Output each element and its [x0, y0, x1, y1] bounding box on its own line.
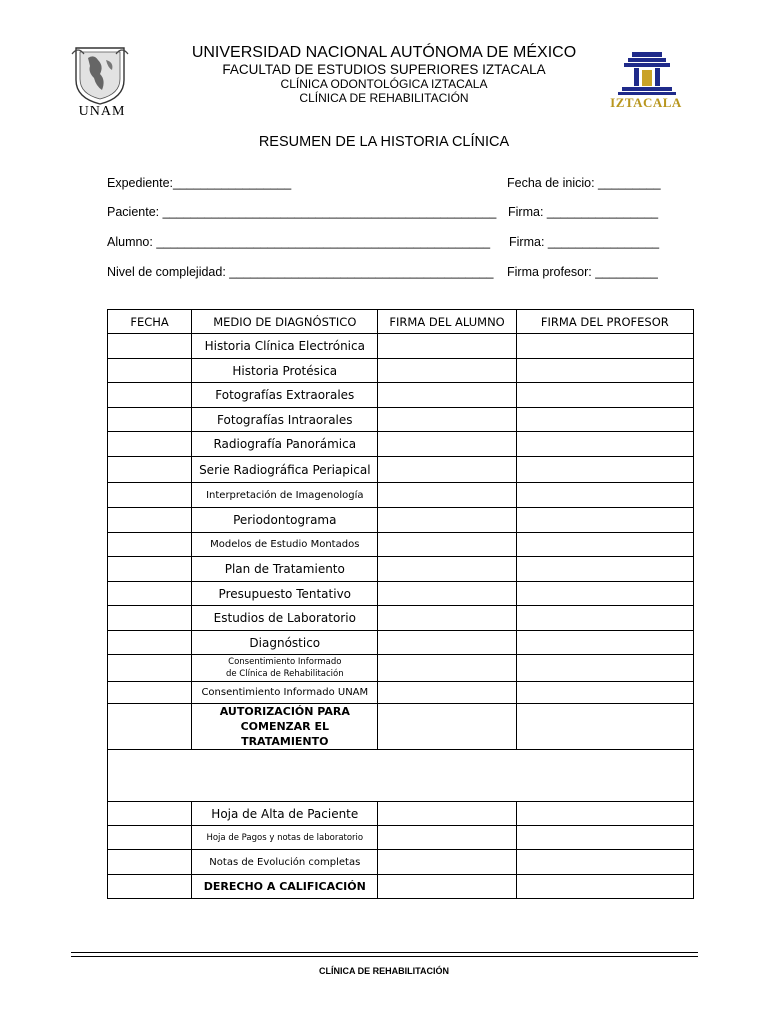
fecha-cell[interactable] — [108, 359, 192, 383]
diagnostic-item: Interpretación de Imagenología — [192, 483, 378, 508]
firma-profesor-cell[interactable] — [516, 334, 693, 359]
clinic-name: CLÍNICA ODONTOLÓGICA IZTACALA — [280, 77, 488, 91]
table-row — [108, 682, 694, 704]
diagnostic-item: Hoja de Pagos y notas de laboratorio — [192, 826, 378, 850]
firma-profesor-cell[interactable] — [516, 557, 693, 582]
paciente-field[interactable]: Paciente: ________________________________________________ — [107, 205, 497, 219]
table-row — [108, 432, 694, 457]
firma-profesor-cell[interactable] — [516, 508, 693, 533]
diagnostic-item: Radiografía Panorámica — [192, 432, 378, 457]
firma-alumno-cell[interactable] — [378, 557, 516, 582]
firma-profesor-cell[interactable] — [516, 483, 693, 508]
firma-profesor-cell[interactable] — [516, 533, 693, 557]
firma-alumno-cell[interactable] — [378, 432, 516, 457]
firma-profesor-cell[interactable] — [516, 826, 693, 850]
table-row — [108, 582, 694, 606]
fecha-cell[interactable] — [108, 875, 192, 899]
firma-alumno-cell[interactable] — [378, 631, 516, 655]
fecha-cell[interactable] — [108, 533, 192, 557]
header-firma-alumno: FIRMA DEL ALUMNO — [378, 310, 516, 334]
table-row — [108, 802, 694, 826]
table-row — [108, 359, 694, 383]
footer-divider — [71, 952, 698, 953]
fecha-cell[interactable] — [108, 582, 192, 606]
diagnostic-item: Presupuesto Tentativo — [192, 582, 378, 606]
firma-alumno-cell[interactable] — [378, 383, 516, 408]
fecha-cell[interactable] — [108, 826, 192, 850]
expediente-field[interactable]: Expediente:_________________ — [107, 176, 292, 190]
diagnostic-item: Periodontograma — [192, 508, 378, 533]
diagnostic-table — [107, 309, 694, 899]
fecha-cell[interactable] — [108, 682, 192, 704]
header-block — [150, 44, 618, 105]
nivel-complejidad-field[interactable]: Nivel de complejidad: ______________________________________ — [107, 265, 494, 279]
firma-profesor-cell[interactable] — [516, 875, 693, 899]
table-row — [108, 557, 694, 582]
fecha-cell[interactable] — [108, 408, 192, 432]
diagnostic-item: Plan de Tratamiento — [192, 557, 378, 582]
firma-profesor-field[interactable]: Firma profesor: _________ — [507, 265, 658, 279]
fecha-cell[interactable] — [108, 383, 192, 408]
diagnostic-item: Fotografías Extraorales — [192, 383, 378, 408]
fecha-cell[interactable] — [108, 557, 192, 582]
firma-alumno-cell[interactable] — [378, 457, 516, 483]
firma-profesor-cell[interactable] — [516, 383, 693, 408]
fecha-inicio-field[interactable]: Fecha de inicio: _________ — [507, 176, 661, 190]
firma-alumno-cell[interactable] — [378, 483, 516, 508]
grading-right-item: DERECHO A CALIFICACIÓN — [192, 875, 378, 899]
table-row — [108, 704, 694, 750]
diagnostic-item: Hoja de Alta de Paciente — [192, 802, 378, 826]
firma-alumno-cell[interactable] — [378, 582, 516, 606]
department-name: CLÍNICA DE REHABILITACIÓN — [299, 91, 469, 105]
table-header-row — [108, 310, 694, 334]
fecha-cell[interactable] — [108, 802, 192, 826]
fecha-cell[interactable] — [108, 850, 192, 875]
diagnostic-item: Consentimiento Informado UNAM — [192, 682, 378, 704]
fecha-cell[interactable] — [108, 655, 192, 682]
firma-alumno-cell[interactable] — [378, 606, 516, 631]
firma-alumno-cell[interactable] — [378, 334, 516, 359]
alumno-field[interactable]: Alumno: ________________________________________________ — [107, 235, 491, 249]
fecha-cell[interactable] — [108, 483, 192, 508]
firma-profesor-cell[interactable] — [516, 408, 693, 432]
firma-alumno-cell[interactable] — [378, 875, 516, 899]
authorization-item: AUTORIZACIÓN PARA COMENZAR EL TRATAMIENTO — [192, 704, 378, 750]
firma-alumno-field[interactable]: Firma: ________________ — [509, 235, 660, 249]
table-row — [108, 457, 694, 483]
firma-alumno-cell[interactable] — [378, 408, 516, 432]
firma-profesor-cell[interactable] — [516, 655, 693, 682]
firma-profesor-cell[interactable] — [516, 682, 693, 704]
diagnostic-item: Historia Clínica Electrónica — [192, 334, 378, 359]
firma-profesor-cell[interactable] — [516, 802, 693, 826]
table-row — [108, 334, 694, 359]
table-row — [108, 508, 694, 533]
diagnostic-item: Consentimiento Informado de Clínica de Rehabilitación — [192, 655, 378, 682]
diagnostic-item: Diagnóstico — [192, 631, 378, 655]
table-row — [108, 533, 694, 557]
header-firma-profesor: FIRMA DEL PROFESOR — [516, 310, 693, 334]
diagnostic-item: Historia Protésica — [192, 359, 378, 383]
diagnostic-item: Notas de Evolución completas — [192, 850, 378, 875]
firma-alumno-cell[interactable] — [378, 850, 516, 875]
firma-profesor-cell[interactable] — [516, 631, 693, 655]
fecha-cell[interactable] — [108, 334, 192, 359]
diagnostic-item: Serie Radiográfica Periapical — [192, 457, 378, 483]
diagnostic-item: Estudios de Laboratorio — [192, 606, 378, 631]
firma-profesor-cell[interactable] — [516, 432, 693, 457]
firma-profesor-cell[interactable] — [516, 457, 693, 483]
table-row — [108, 875, 694, 899]
table-row — [108, 826, 694, 850]
table-row — [108, 483, 694, 508]
firma-alumno-cell[interactable] — [378, 682, 516, 704]
firma-alumno-cell[interactable] — [378, 826, 516, 850]
firma-profesor-cell[interactable] — [516, 606, 693, 631]
firma-alumno-cell[interactable] — [378, 359, 516, 383]
university-name: UNIVERSIDAD NACIONAL AUTÓNOMA DE MÉXICO — [191, 44, 577, 61]
spacer-cell — [108, 750, 694, 802]
fecha-cell[interactable] — [108, 432, 192, 457]
firma-alumno-cell[interactable] — [378, 533, 516, 557]
table-row — [108, 606, 694, 631]
firma-profesor-cell[interactable] — [516, 359, 693, 383]
header-medio-diagnostico: MEDIO DE DIAGNÓSTICO — [192, 310, 378, 334]
diagnostic-item: Modelos de Estudio Montados — [192, 533, 378, 557]
firma-alumno-cell[interactable] — [378, 704, 516, 750]
firma-alumno-cell[interactable] — [378, 508, 516, 533]
table-row — [108, 383, 694, 408]
diagnostic-item: Fotografías Intraorales — [192, 408, 378, 432]
firma-alumno-cell[interactable] — [378, 802, 516, 826]
firma-profesor-cell[interactable] — [516, 582, 693, 606]
header-fecha: FECHA — [108, 310, 192, 334]
firma-profesor-cell[interactable] — [516, 850, 693, 875]
iztacala-logo-text: IZTACALA — [610, 95, 682, 110]
unam-logo-text: UNAM — [78, 104, 126, 119]
fecha-cell[interactable] — [108, 457, 192, 483]
document-title: RESUMEN DE LA HISTORIA CLÍNICA — [258, 134, 510, 150]
footer-text: CLÍNICA DE REHABILITACIÓN — [319, 966, 449, 976]
table-row — [108, 631, 694, 655]
table-row — [108, 850, 694, 875]
footer-divider — [71, 956, 698, 957]
table-row — [108, 408, 694, 432]
firma-paciente-field[interactable]: Firma: ________________ — [508, 205, 659, 219]
faculty-name: FACULTAD DE ESTUDIOS SUPERIORES IZTACALA — [222, 62, 546, 77]
firma-alumno-cell[interactable] — [378, 655, 516, 682]
firma-profesor-cell[interactable] — [516, 704, 693, 750]
fecha-cell[interactable] — [108, 508, 192, 533]
fecha-cell[interactable] — [108, 704, 192, 750]
fecha-cell[interactable] — [108, 606, 192, 631]
table-spacer-row — [108, 750, 694, 802]
fecha-cell[interactable] — [108, 631, 192, 655]
table-row — [108, 655, 694, 682]
